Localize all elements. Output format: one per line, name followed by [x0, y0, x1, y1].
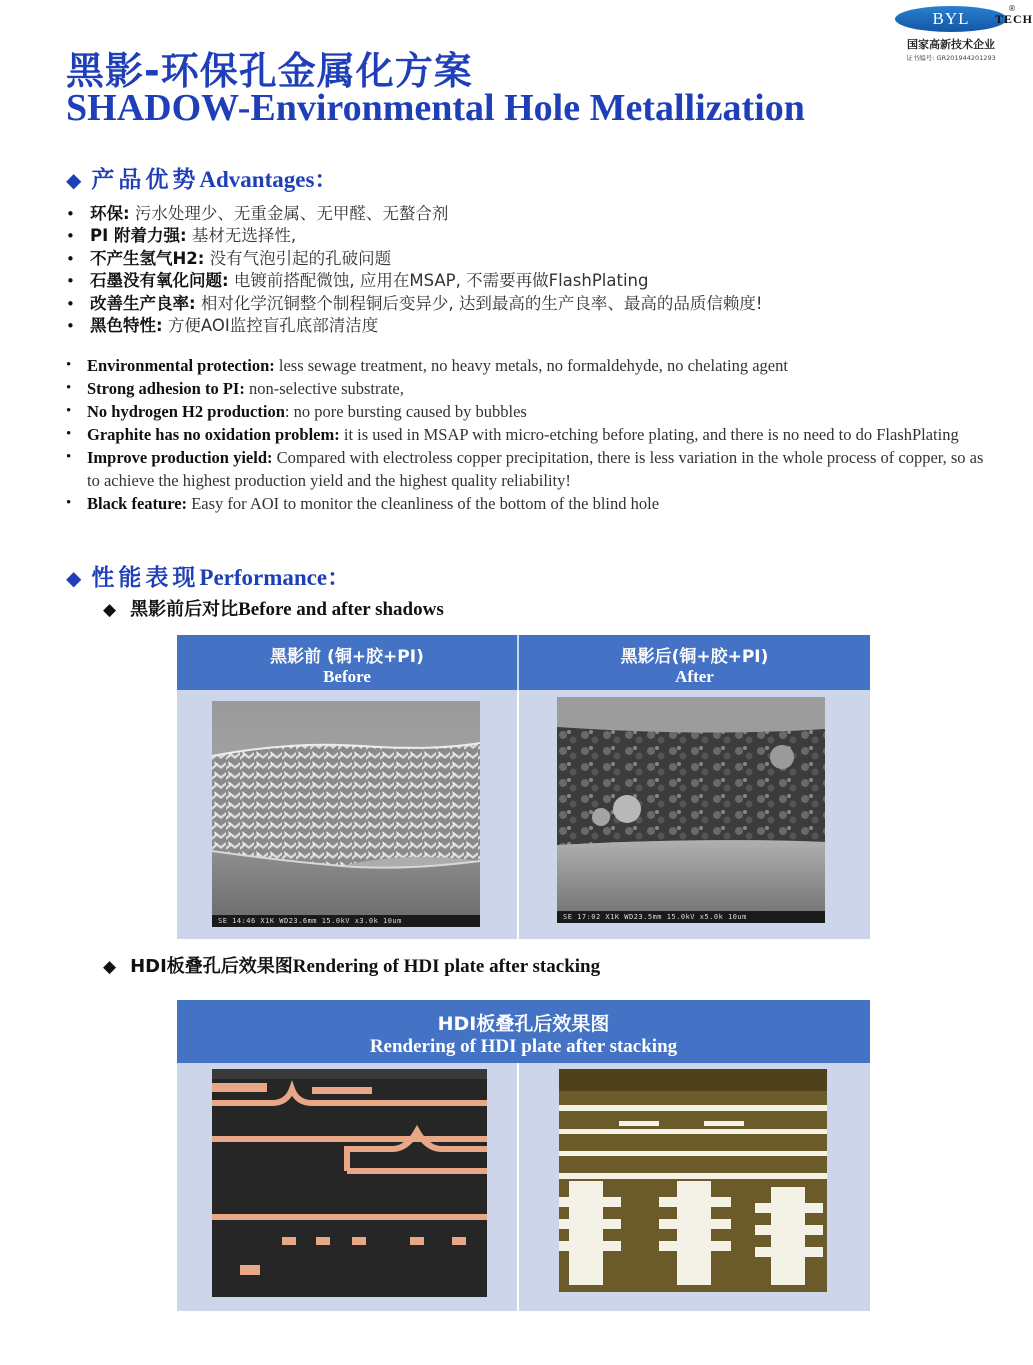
- bullet-dot-icon: •: [66, 357, 72, 373]
- logo-brand: BYL: [932, 9, 970, 28]
- list-item: [66, 270, 966, 292]
- hdi-title-en: Rendering of HDI plate after stacking: [292, 956, 601, 977]
- list-item-label: Black feature:: [87, 494, 188, 513]
- list-item-label: Graphite has no oxidation problem:: [87, 425, 340, 444]
- list-item-text: 污水处理少、无重金属、无甲醛、无螯合剂: [129, 204, 449, 223]
- compare-title-cn: 黑影前后对比: [130, 599, 239, 620]
- bullet-dot-icon: •: [66, 380, 72, 396]
- certificate-number: 证书编号: GR201944201293: [906, 54, 996, 62]
- hdi-cross-section-left: [212, 1069, 487, 1297]
- before-header-cn: 黑影前 (铜+胶+PI): [270, 647, 424, 667]
- after-header-cn: 黑影后(铜+胶+PI): [620, 647, 769, 667]
- advantages-heading: [66, 161, 337, 194]
- diamond-bullet-icon: ◆: [66, 168, 82, 192]
- list-item-label: 不产生氢气H2:: [90, 248, 205, 268]
- after-sem-image: [557, 697, 825, 923]
- page-title-cn: 黑影-环保孔金属化方案: [66, 49, 473, 93]
- hdi-title-cn: HDI板叠孔后效果图: [130, 956, 293, 977]
- logo-tagline: 国家高新技术企业: [907, 38, 995, 51]
- list-item-text: 方便AOI监控盲孔底部清洁度: [162, 316, 379, 336]
- list-item: [66, 400, 991, 423]
- hdi-left-graphic: [212, 1069, 487, 1297]
- diamond-bullet-icon: ◆: [103, 957, 117, 977]
- list-item: [66, 377, 991, 400]
- advantages-heading-cn: 产品优势: [91, 167, 200, 193]
- list-item-label: No hydrogen H2 production: [87, 402, 285, 421]
- bullet-dot-icon: •: [66, 317, 75, 336]
- performance-heading-en: Performance：: [199, 565, 351, 590]
- list-item-text: 基材无选择性,: [186, 226, 297, 246]
- list-item-label: Strong adhesion to PI:: [87, 379, 245, 398]
- list-item-text: 没有气泡引起的孔破问题: [204, 248, 392, 268]
- list-item-label: PI 附着力强:: [90, 226, 187, 246]
- list-item-text: : no pore bursting caused by bubbles: [284, 402, 527, 421]
- diamond-bullet-icon: ◆: [103, 600, 117, 620]
- logo-brand-sub: TECH: [995, 12, 1033, 26]
- list-item: [66, 225, 966, 247]
- advantages-heading-en: Advantages：: [199, 167, 338, 192]
- page-title-en: SHADOW-Environmental Hole Metallization: [66, 87, 805, 129]
- logo-badge: [895, 6, 1033, 32]
- bullet-dot-icon: •: [66, 227, 75, 246]
- performance-heading-cn: 性能表现: [91, 565, 200, 591]
- hdi-header-en: Rendering of HDI plate after stacking: [369, 1036, 678, 1057]
- hdi-table: [177, 1000, 870, 1311]
- list-item: [66, 315, 966, 337]
- bullet-dot-icon: •: [66, 249, 75, 268]
- after-header: [519, 635, 870, 690]
- compare-subheading: [103, 595, 444, 621]
- compare-title-en: Before and after shadows: [238, 599, 444, 620]
- registered-mark: ®: [1008, 4, 1016, 13]
- hdi-cross-section-right: [559, 1069, 827, 1292]
- list-item-text: less sewage treatment, no heavy metals, no formaldehyde, no chelating agent: [274, 356, 788, 375]
- hdi-header-cn: HDI板叠孔后效果图: [437, 1013, 610, 1035]
- list-item-text: non-selective substrate,: [244, 379, 404, 398]
- list-item-label: 改善生产良率:: [90, 293, 196, 313]
- advantages-list-cn: [66, 203, 966, 337]
- list-item-text: Compared with electroless copper precipitation, there is less variation in the whole process of copper, so as to achieve the highest production yield and the highest quality reliability!: [87, 448, 984, 490]
- before-sem-image: [212, 701, 480, 927]
- list-item-text: 电镀前搭配微蚀, 应用在MSAP, 不需要再做FlashPlating: [228, 271, 649, 291]
- list-item: [66, 423, 991, 446]
- list-item-label: Improve production yield:: [87, 448, 273, 467]
- column-divider: [517, 690, 519, 939]
- before-sem-graphic: [212, 701, 480, 927]
- list-item-text: 相对化学沉铜整个制程铜后变异少, 达到最高的生产良率、最高的品质信赖度!: [195, 293, 763, 313]
- after-header-en: After: [675, 667, 714, 686]
- bullet-dot-icon: •: [66, 205, 75, 223]
- advantages-list-en: [66, 354, 991, 515]
- list-item: [66, 203, 966, 225]
- before-header-en: Before: [323, 667, 371, 686]
- list-item: [66, 293, 966, 315]
- list-item-label: 黑色特性:: [90, 316, 163, 336]
- diamond-bullet-icon: ◆: [66, 566, 82, 590]
- bullet-dot-icon: •: [66, 426, 72, 442]
- performance-heading: [66, 559, 350, 592]
- column-divider: [517, 1063, 519, 1311]
- hdi-right-graphic: [559, 1069, 827, 1292]
- bullet-dot-icon: •: [66, 495, 72, 511]
- bullet-dot-icon: •: [66, 272, 75, 291]
- company-logo: [892, 4, 1033, 62]
- list-item: [66, 446, 991, 492]
- list-item-label: 石墨没有氧化问题:: [90, 271, 229, 291]
- hdi-subheading: [103, 952, 600, 978]
- bullet-dot-icon: •: [66, 403, 72, 419]
- hdi-header: [177, 1000, 870, 1063]
- before-header: [177, 635, 517, 690]
- list-item: [66, 492, 991, 515]
- list-item: [66, 248, 966, 270]
- after-sem-label: SE 17:02 X1K WD23.5mm 15.0kV x5.0k 10um: [563, 913, 747, 921]
- bullet-dot-icon: •: [66, 294, 75, 313]
- list-item-label: 环保:: [90, 204, 130, 223]
- list-item: [66, 354, 991, 377]
- bullet-dot-icon: •: [66, 449, 72, 465]
- list-item-label: Environmental protection:: [87, 356, 275, 375]
- after-sem-graphic: [557, 697, 825, 923]
- list-item-text: it is used in MSAP with micro-etching before plating, and there is no need to do FlashPlating: [339, 425, 959, 444]
- comparison-table: [177, 635, 870, 939]
- before-sem-label: SE 14:46 X1K WD23.6mm 15.0kV x3.0k 10um: [218, 917, 402, 925]
- list-item-text: Easy for AOI to monitor the cleanliness of the bottom of the blind hole: [187, 494, 660, 513]
